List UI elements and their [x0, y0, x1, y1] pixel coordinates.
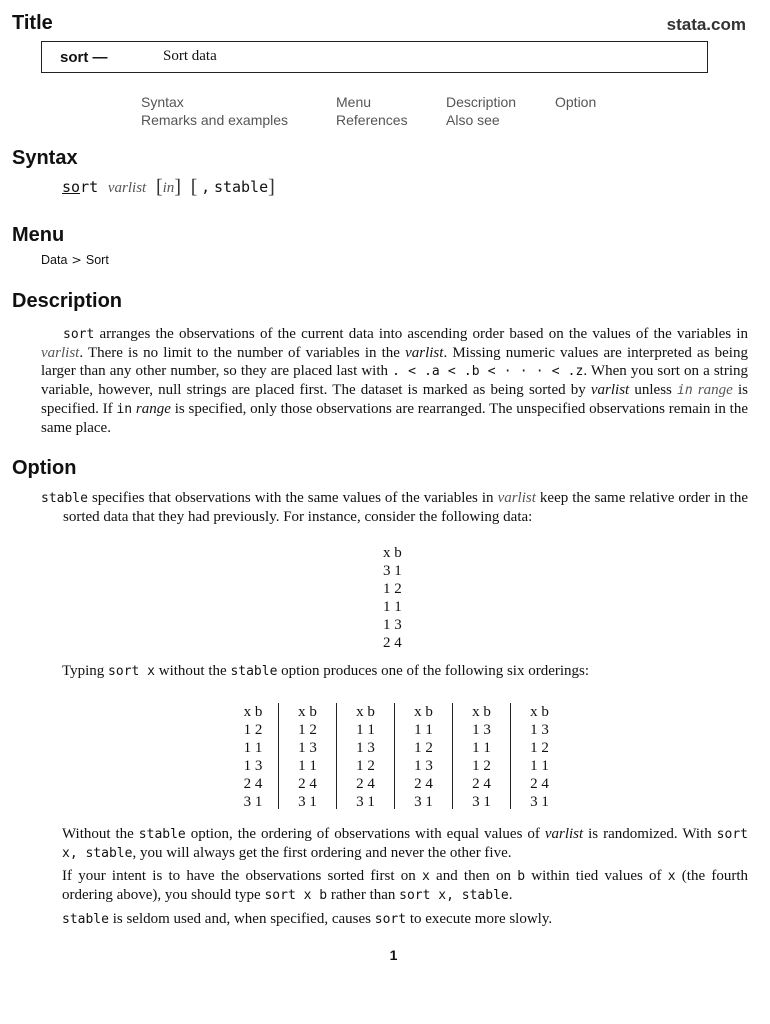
section-heading-menu: Menu — [12, 224, 65, 246]
seldom-used-paragraph: stable is seldom used and, when specified, causes sort to execute more slowly. — [62, 911, 553, 927]
table-row: 1 1 — [383, 599, 402, 615]
nav-link-description[interactable]: Description — [446, 94, 517, 110]
ordering-column: x b 1 1 1 2 1 3 2 4 3 1 — [394, 703, 452, 809]
syntax-line: sort varlist [in] [ , stable] — [62, 176, 275, 198]
section-heading-option: Option — [12, 457, 77, 479]
nav-link-option[interactable]: Option — [555, 94, 597, 110]
option-stable-paragraph: stable specifies that observations with the same values of the variables in varlist keep the same relative order in the sorted data that they had previously. For instance, consider the following data: — [41, 490, 748, 525]
description-paragraph: sort arranges the observations of the current data into ascending order based on the values of the variables in varlist. There is no limit to the number of variables in the varlist. Missing numeric values are interpreted as being larger than any other number, so they are placed last with . < .a < .b < · · · < .z. When you sort on a string variable, however, null strings are placed first. The dataset is marked as being sorted by varlist unless in range is specified. If in range is specified, only those observations are rearranged. The unspecified observations remain in the same place. — [41, 326, 749, 436]
title-description: Sort data — [163, 48, 217, 64]
ordering-column: x b 1 3 1 1 1 2 2 4 3 1 — [452, 703, 510, 809]
syntax-command: sort — [62, 178, 99, 196]
nav-link-menu[interactable]: Menu — [336, 94, 372, 110]
syntax-in-link[interactable]: in — [162, 180, 175, 196]
section-heading-syntax: Syntax — [12, 147, 78, 169]
table-row: 3 1 — [383, 563, 402, 579]
table-row: 2 4 — [383, 635, 402, 651]
ordering-column: x b 1 2 1 1 1 3 2 4 3 1 — [243, 704, 263, 810]
nav-link-syntax[interactable]: Syntax — [141, 94, 184, 110]
typing-paragraph: Typing sort x without the stable option produces one of the following six orderings: — [62, 663, 590, 679]
syntax-varlist-link[interactable]: varlist — [107, 180, 147, 196]
syntax-option-stable: stable — [213, 178, 269, 196]
ordering-column: x b 1 1 1 3 1 2 2 4 3 1 — [336, 703, 394, 809]
ordering-column: x b 1 2 1 3 1 1 2 4 3 1 — [278, 703, 336, 809]
nav-link-remarks[interactable]: Remarks and examples — [141, 112, 289, 128]
menu-item-data: Data — [41, 253, 68, 267]
example-data-table — [383, 544, 402, 652]
menu-item-sort: Sort — [85, 253, 109, 267]
intent-paragraph: If your intent is to have the observations sorted first on x and then on b within tied values of x (the fourth ordering above), you should type sort x b rather than sort x, stable. — [62, 868, 748, 903]
title-box — [41, 41, 708, 73]
page-header-title: Title — [12, 12, 53, 34]
menu-separator: > — [71, 252, 82, 267]
table-row: 1 3 — [383, 617, 402, 633]
title-command: sort — — [60, 49, 108, 66]
table-row: 1 2 — [383, 581, 402, 597]
nav-link-also-see[interactable]: Also see — [446, 112, 500, 128]
table-row: x b — [383, 545, 402, 561]
menu-path — [41, 252, 109, 267]
varlist-link[interactable]: varlist — [41, 345, 80, 361]
section-heading-description: Description — [12, 290, 123, 312]
page-number: 1 — [389, 947, 398, 963]
nav-link-references[interactable]: References — [336, 112, 408, 128]
ordering-column: x b 1 3 1 2 1 1 2 4 3 1 — [510, 703, 568, 809]
varlist-link[interactable]: varlist — [497, 490, 536, 506]
without-stable-paragraph: Without the stable option, the ordering of observations with equal values of varlist is randomized. With sort x, stable, you will always get the first ordering and never the other five. — [62, 826, 748, 861]
brand-link[interactable]: stata.com — [666, 15, 746, 34]
in-range-link: in range — [677, 382, 733, 398]
